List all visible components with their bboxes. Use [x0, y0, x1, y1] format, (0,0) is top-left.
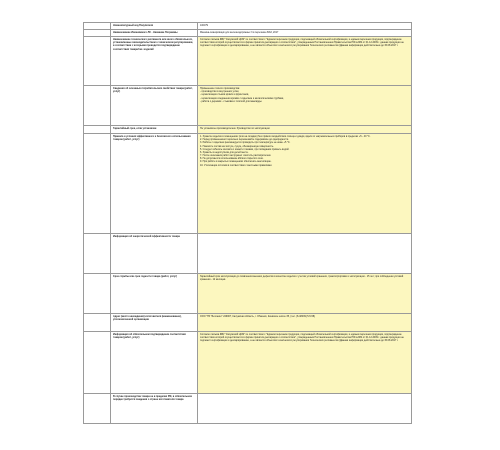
- row-number-cell[interactable]: [84, 134, 111, 234]
- row-value-cell[interactable]: [198, 234, 412, 274]
- product-info-table: [83, 22, 412, 424]
- value-line: - герметизация соединения кромки с изделием и металлическими трубами,: [200, 96, 284, 100]
- row-value-cell[interactable]: [198, 30, 412, 37]
- value-line: - работа с деревом - стыковка с плиткой для мансарды.: [200, 99, 263, 103]
- row-label-cell[interactable]: Срок службы или срок годности товара (работ, услуг): [111, 274, 198, 314]
- table-row: [84, 394, 412, 424]
- row-value-cell[interactable]: [198, 314, 412, 332]
- row-value-cell[interactable]: [198, 86, 412, 126]
- row-value-cell[interactable]: [198, 126, 412, 134]
- row-label-cell[interactable]: Адрес (место нахождения) изготовителя (наименование), уполномоченной организации: [111, 314, 198, 332]
- table-row: [84, 37, 412, 86]
- table-row: [84, 30, 412, 37]
- row-label-cell[interactable]: В случае производства товара не в пределах РФ, в обязательном порядке требуется сведения о стране изготовителя товара: [111, 394, 198, 424]
- value-line: Машина-сканировщик для железнодорожных 3 в перечнике ВАЗ, 2017: [200, 31, 279, 34]
- table-row: [84, 134, 412, 234]
- value-line: ООО "ТБ "Бетонинг" 249007, Калужская область, г. Обнинск, Киевское шоссе 35, (тел. (8-48439) 5-5-58): [200, 315, 315, 318]
- value-line: 4. Наносите состав на чистую, сухую, обезжиренную поверхность.: [200, 144, 274, 148]
- row-value-cell[interactable]: [198, 394, 412, 424]
- value-line: - производство в внутренних углах,: [200, 90, 240, 94]
- row-label-cell[interactable]: Правила и условия эффективного и безопасного использования товаров (работ, услуг): [111, 134, 198, 234]
- value-line: 100079: [200, 24, 208, 27]
- table-row: [84, 274, 412, 314]
- value-line: Согласно письма ФБУ "Калужский ЦСМ" № соответствии с "Едином перечнем продукции, подлежащей обязательной сертификации, и единым перечнем продукции, подтверждение соответствия которой осуществляется в форме принятия декларации о соответствии", утвержденным Постановлением Правительства РФ №982 от 01.12.2009 г. данная продукция не подлежит сертификации и декларированию, а не является объектом технического регулирования Технических регламентов (Данная информация действительна до 15.08.2017 г.: [200, 333, 404, 343]
- table-row: [84, 234, 412, 274]
- value-line: Не установлен производителем. Руководство по эксплуатации: [200, 127, 270, 130]
- table-row: [84, 314, 412, 332]
- row-number-cell[interactable]: [84, 86, 111, 126]
- table-row: [84, 332, 412, 394]
- row-value-cell[interactable]: [198, 332, 412, 394]
- row-label-cell[interactable]: Сведения об основных потребительских свойствах товара (работ, услуг): [111, 86, 198, 126]
- value-line: 5. Следует избегать контакта с кожей и глазами, при попадании промыть водой.: [200, 147, 290, 151]
- row-label-cell[interactable]: Наименование Изменяемого ЛС - Название Пограммы: [111, 30, 198, 37]
- row-label-cell[interactable]: Информация об энергетической эффективности товара: [111, 234, 198, 274]
- value-line: 9. При работе в закрытых помещениях обеспечить вентиляцию.: [200, 160, 272, 164]
- row-number-cell[interactable]: [84, 234, 111, 274]
- table-row: [84, 126, 412, 134]
- row-number-cell[interactable]: [84, 332, 111, 394]
- row-label-cell[interactable]: Информация об обязательном подтверждении соответствия товаров (работ, услуг): [111, 332, 198, 394]
- table-row: [84, 23, 412, 30]
- value-line: Применение полного производства:: [200, 87, 240, 90]
- row-number-cell[interactable]: [84, 30, 111, 37]
- value-line: 8. Не допускается использование вблизи открытого огня.: [200, 157, 264, 161]
- row-value-cell[interactable]: [198, 134, 412, 234]
- value-line: 6. Хранить в недоступном для детей месте.: [200, 150, 249, 154]
- value-line: 3. Работы с изделием рекомендуется проводить при температуре не ниже +5 °C.: [200, 141, 291, 145]
- row-value-cell[interactable]: [198, 274, 412, 314]
- value-line: 2. Перед применением тщательно перемешайте содержимое до однородности.: [200, 138, 289, 142]
- row-value-cell[interactable]: [198, 23, 412, 30]
- row-value-cell[interactable]: [198, 37, 412, 86]
- row-number-cell[interactable]: [84, 23, 111, 30]
- value-line: - герметизация стыков кровли и фронтонов,: [200, 93, 249, 97]
- row-label-cell[interactable]: Номенклатурный код Покупателя: [111, 23, 198, 30]
- value-line: 1. Храните изделия в помещениях (или на складах) без прямого воздействия солнца и дождя, вдали от нагревательных приборов в пределах +5 - 40 °C.: [200, 135, 371, 138]
- row-number-cell[interactable]: [84, 394, 111, 424]
- value-line: 7. После окончания работ инструмент очистить растворителем.: [200, 154, 272, 158]
- row-number-cell[interactable]: [84, 314, 111, 332]
- value-line: Согласно письма ФБУ "Калужский ЦСМ" № соответствии с "Едином перечнем продукции, подлежащей обязательной сертификации, и единым перечнем продукции, подтверждение соответствия которой осуществляется в форме принятия декларации о соответствии", утвержденным Постановлением Правительства РФ №982 от 01.12.2009 г. данная продукция не подлежит сертификации и декларированию, а не является объектом технического регулирования Технических регламентов (Данная информация действительна до 15.08.2017 г.: [200, 38, 404, 48]
- row-number-cell[interactable]: [84, 126, 111, 134]
- row-label-cell[interactable]: Наименование технического регламента или иного обязательного, установленные законодательством о техническом регулировании, в соответствии с которыми проводится подтверждение соответствия товара/тех. изделий: [111, 37, 198, 86]
- value-line: 10. Утилизация остатков в соответствии с местными правилами.: [200, 163, 273, 167]
- table-row: [84, 86, 412, 126]
- row-number-cell[interactable]: [84, 274, 111, 314]
- row-number-cell[interactable]: [84, 37, 111, 86]
- value-line: Гарантийный срок эксплуатации до появления внешних дефектов в качестве изделия с учетом условий хранения, транспортировки и эксплуатации - 15 лет; при соблюдении условий хранения - 12 месяцев.: [200, 275, 404, 282]
- row-label-cell[interactable]: Гарантийный срок, если установлен: [111, 126, 198, 134]
